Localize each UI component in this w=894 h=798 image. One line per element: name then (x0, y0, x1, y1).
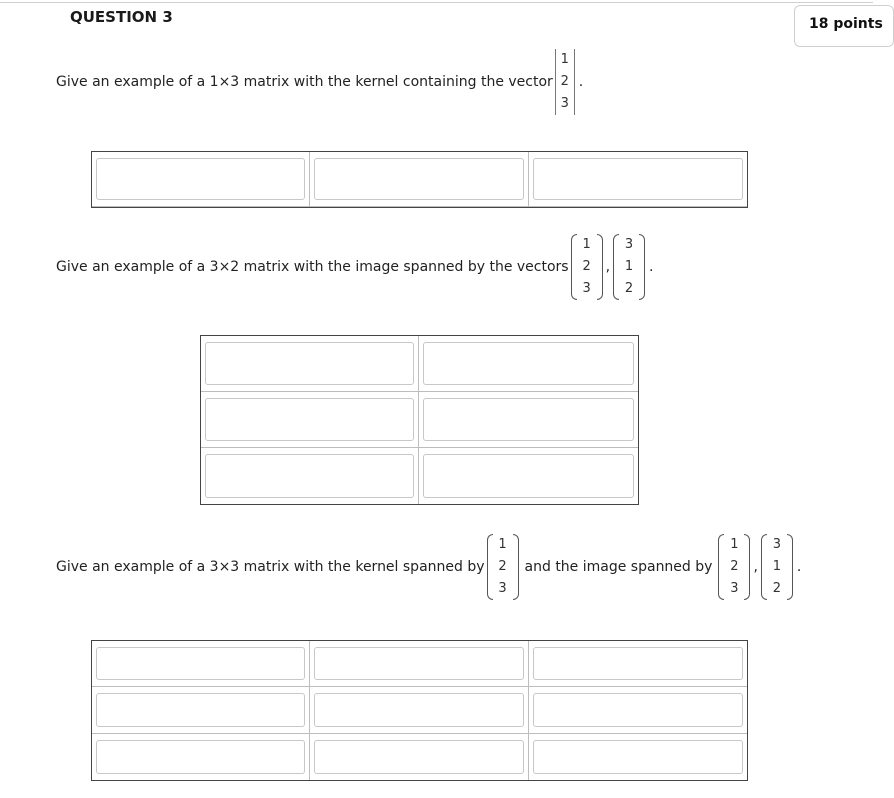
matrix-cell (92, 734, 310, 780)
q3-vector-entry: 1 (730, 537, 739, 552)
q1-prompt (56, 49, 583, 115)
q1-cell-r1c3[interactable] (533, 158, 743, 200)
q1-vector-entry: 3 (560, 96, 569, 111)
q2-vector-entry: 1 (624, 259, 634, 274)
q3-vector-entry: 2 (498, 559, 507, 574)
q3-comma: , (753, 559, 758, 575)
q3-cell-r1c3[interactable] (533, 647, 743, 680)
matrix-cell (419, 392, 638, 448)
q3-vector-entry: 3 (498, 581, 507, 596)
q2-vector-1 (571, 234, 603, 300)
matrix-cell (92, 152, 310, 207)
matrix-cell (529, 152, 747, 207)
points-badge: 18 points (794, 5, 894, 47)
matrix-cell (310, 734, 529, 780)
q1-answer-matrix (91, 151, 748, 208)
q3-cell-r2c3[interactable] (533, 693, 743, 727)
q3-vector-entry: 2 (730, 559, 739, 574)
q3-answer-matrix (91, 640, 748, 781)
q3-cell-r2c2[interactable] (314, 693, 524, 727)
q2-cell-r1c2[interactable] (423, 342, 634, 385)
q2-answer-matrix (200, 335, 639, 505)
q1-end-punct: . (578, 74, 584, 90)
q2-prompt (56, 234, 654, 300)
q3-vector-entry: 2 (772, 581, 782, 596)
q2-comma: , (605, 259, 611, 275)
matrix-cell (310, 152, 529, 207)
question-title: QUESTION 3 (70, 8, 173, 26)
q2-vector-entry: 3 (624, 237, 634, 252)
q2-cell-r2c1[interactable] (205, 398, 414, 441)
top-divider (0, 2, 873, 3)
q3-cell-r1c2[interactable] (314, 647, 524, 680)
matrix-cell (92, 641, 310, 687)
matrix-cell (529, 687, 747, 734)
q3-vector-entry: 3 (772, 537, 782, 552)
matrix-cell (310, 641, 529, 687)
matrix-cell (201, 392, 419, 448)
matrix-cell (529, 641, 747, 687)
q3-vector-entry: 1 (772, 559, 782, 574)
q3-prompt (56, 534, 801, 600)
q3-end-punct: . (796, 559, 802, 575)
matrix-cell (201, 448, 419, 504)
matrix-cell (201, 336, 419, 392)
q1-vector (555, 49, 575, 115)
q3-cell-r3c2[interactable] (314, 740, 524, 774)
q3-vector-entry: 3 (730, 581, 739, 596)
q1-vector-entry: 2 (560, 74, 569, 89)
q1-cell-r1c2[interactable] (314, 158, 524, 200)
q2-vector-2 (613, 234, 645, 300)
q1-cell-r1c1[interactable] (96, 158, 305, 200)
q3-prompt-text-b: and the image spanned by (524, 559, 713, 575)
q2-vector-entry: 1 (582, 237, 591, 252)
q2-prompt-text: Give an example of a 3×2 matrix with the image spanned by the vectors (56, 259, 569, 275)
q2-vector-entry: 2 (624, 281, 634, 296)
q3-cell-r3c3[interactable] (533, 740, 743, 774)
matrix-cell (310, 687, 529, 734)
q2-cell-r1c1[interactable] (205, 342, 414, 385)
matrix-cell (92, 687, 310, 734)
q3-cell-r1c1[interactable] (96, 647, 305, 680)
q2-vector-entry: 3 (582, 281, 591, 296)
matrix-cell (419, 336, 638, 392)
q2-end-punct: . (649, 259, 654, 275)
matrix-cell (529, 734, 747, 780)
q3-prompt-text-a: Give an example of a 3×3 matrix with the kernel spanned by (56, 559, 485, 575)
q3-cell-r2c1[interactable] (96, 693, 305, 727)
q2-cell-r2c2[interactable] (423, 398, 634, 441)
q3-kernel-vector (487, 534, 519, 600)
q3-vector-entry: 1 (498, 537, 507, 552)
matrix-cell (419, 448, 638, 504)
q1-prompt-text: Give an example of a 1×3 matrix with the kernel containing the vector (56, 74, 553, 90)
q1-vector-entry: 1 (560, 52, 569, 67)
q2-cell-r3c2[interactable] (423, 454, 634, 498)
q2-cell-r3c1[interactable] (205, 454, 414, 498)
q2-vector-entry: 2 (582, 259, 591, 274)
q3-cell-r3c1[interactable] (96, 740, 305, 774)
q3-image-vector-2 (761, 534, 793, 600)
q3-image-vector-1 (718, 534, 750, 600)
